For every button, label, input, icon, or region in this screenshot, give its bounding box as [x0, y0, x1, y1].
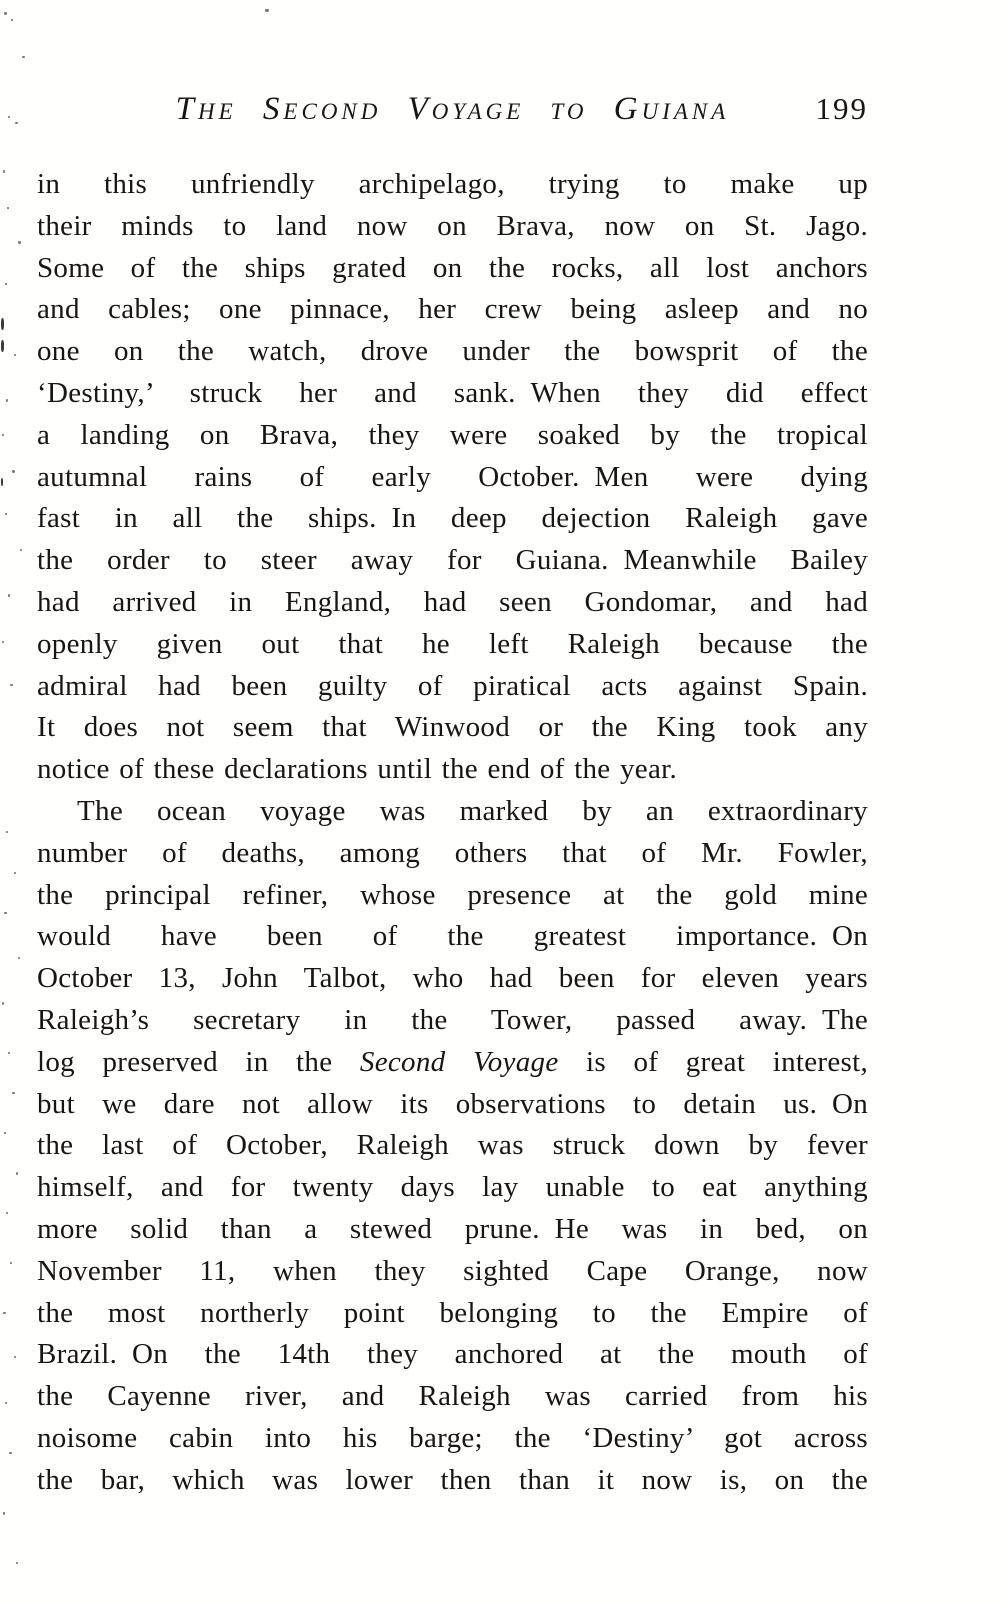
- scan-speckle: [14, 872, 16, 874]
- text-line: one on the watch, drove under the bowsprit of the: [37, 335, 868, 368]
- text-line: October 13, John Talbot, who had been for eleven years: [37, 962, 868, 995]
- scan-speckle: [3, 1312, 6, 1314]
- text-line: It does not seem that Winwood or the King took any: [37, 711, 868, 744]
- scan-speckle: [15, 122, 18, 124]
- running-header: [37, 86, 868, 132]
- scan-speckle: [1, 478, 3, 486]
- scan-speckle: [1, 340, 4, 352]
- text-line: ‘Destiny,’ struck her and sank. When they did effect: [37, 376, 868, 409]
- text-line: notice of these declarations until the end of the year.: [37, 753, 678, 786]
- text-line: the principal refiner, whose presence at the gold mine: [37, 878, 868, 911]
- text-line: the most northerly point belonging to the Empire of: [37, 1296, 868, 1329]
- scan-speckle: [18, 957, 20, 959]
- text-block: [37, 164, 868, 1502]
- scan-speckle: [11, 19, 13, 21]
- text-line: had arrived in England, had seen Gondomar, and had: [37, 585, 868, 618]
- text-line: the order to steer away for Guiana. Meanwhile Bailey: [37, 544, 868, 577]
- scan-speckle: [265, 9, 269, 12]
- text-line: and cables; one pinnace, her crew being asleep and no: [37, 293, 868, 326]
- scan-speckle: [5, 283, 7, 285]
- scan-speckle: [2, 1002, 4, 1005]
- scan-speckle: [14, 1356, 16, 1358]
- text-line: their minds to land now on Brava, now on St. Jago.: [37, 209, 868, 242]
- scan-speckle: [5, 1402, 7, 1404]
- scan-speckle: [20, 549, 22, 551]
- scan-speckle: [12, 470, 15, 473]
- scan-speckle: [8, 116, 10, 118]
- scan-speckle: [16, 1172, 18, 1175]
- scan-speckle: [6, 1212, 8, 1214]
- scan-speckle: [14, 354, 16, 356]
- scan-speckle: [5, 513, 7, 515]
- scan-speckle: [2, 641, 4, 643]
- scan-speckle: [4, 12, 7, 15]
- text-line: Some of the ships grated on the rocks, all lost anchors: [37, 251, 868, 284]
- text-line: The ocean voyage was marked by an extraordinary: [77, 794, 868, 827]
- scan-speckle: [9, 1452, 12, 1454]
- text-line: Raleigh’s secretary in the Tower, passed away. The: [37, 1003, 868, 1036]
- scan-speckle: [7, 207, 9, 209]
- text-line: a landing on Brava, they were soaked by the tropical: [37, 418, 868, 451]
- page-number: 199: [815, 91, 868, 126]
- text-line: in this unfriendly archipelago, trying to make up: [37, 168, 868, 200]
- scan-speckle: [12, 1092, 15, 1094]
- scan-speckle: [22, 56, 25, 58]
- text-line: openly given out that he left Raleigh because the: [37, 627, 868, 660]
- text-line: would have been of the greatest importance. On: [37, 920, 868, 953]
- scan-speckle: [1, 318, 4, 330]
- text-line: November 11, when they sighted Cape Orange, now: [37, 1254, 868, 1287]
- scan-speckle: [8, 1052, 10, 1054]
- scan-speckle: [3, 1512, 5, 1515]
- text-line: more solid than a stewed prune. He was in bed, on: [37, 1212, 868, 1245]
- scan-speckle: [10, 1262, 12, 1264]
- scan-speckle: [6, 399, 8, 402]
- scan-speckle: [4, 912, 7, 914]
- scan-speckle: [6, 831, 8, 833]
- text-line: admiral had been guilty of piratical acts against Spain.: [37, 669, 868, 702]
- text-line: log preserved in the Second Voyage is of great interest,: [37, 1045, 868, 1078]
- scan-speckle: [4, 1132, 6, 1134]
- text-line: himself, and for twenty days lay unable to eat anything: [37, 1171, 868, 1204]
- text-line: but we dare not allow its observations to detain us. On: [37, 1087, 868, 1120]
- text-line: Brazil. On the 14th they anchored at the mouth of: [37, 1338, 868, 1371]
- scan-speckle: [18, 241, 21, 244]
- scan-speckle: [8, 594, 10, 597]
- italic-text: Second Voyage: [359, 1045, 559, 1078]
- text-line: number of deaths, among others that of Mr. Fowler,: [37, 836, 868, 869]
- text-line: the last of October, Raleigh was struck down by fever: [37, 1129, 868, 1162]
- page-title: The Second Voyage to Guiana: [175, 91, 730, 127]
- text-line: the bar, which was lower then than it now is, on the: [37, 1463, 868, 1496]
- scan-speckle: [3, 170, 5, 173]
- scan-speckle: [10, 684, 13, 686]
- text-line: the Cayenne river, and Raleigh was carried from his: [37, 1380, 868, 1413]
- text-line: autumnal rains of early October. Men were dying: [37, 460, 868, 493]
- text-line: fast in all the ships. In deep dejection Raleigh gave: [37, 502, 868, 535]
- scan-speckle: [2, 434, 4, 436]
- scan-speckle: [16, 1562, 18, 1564]
- text-line: noisome cabin into his barge; the ‘Destiny’ got across: [37, 1421, 868, 1454]
